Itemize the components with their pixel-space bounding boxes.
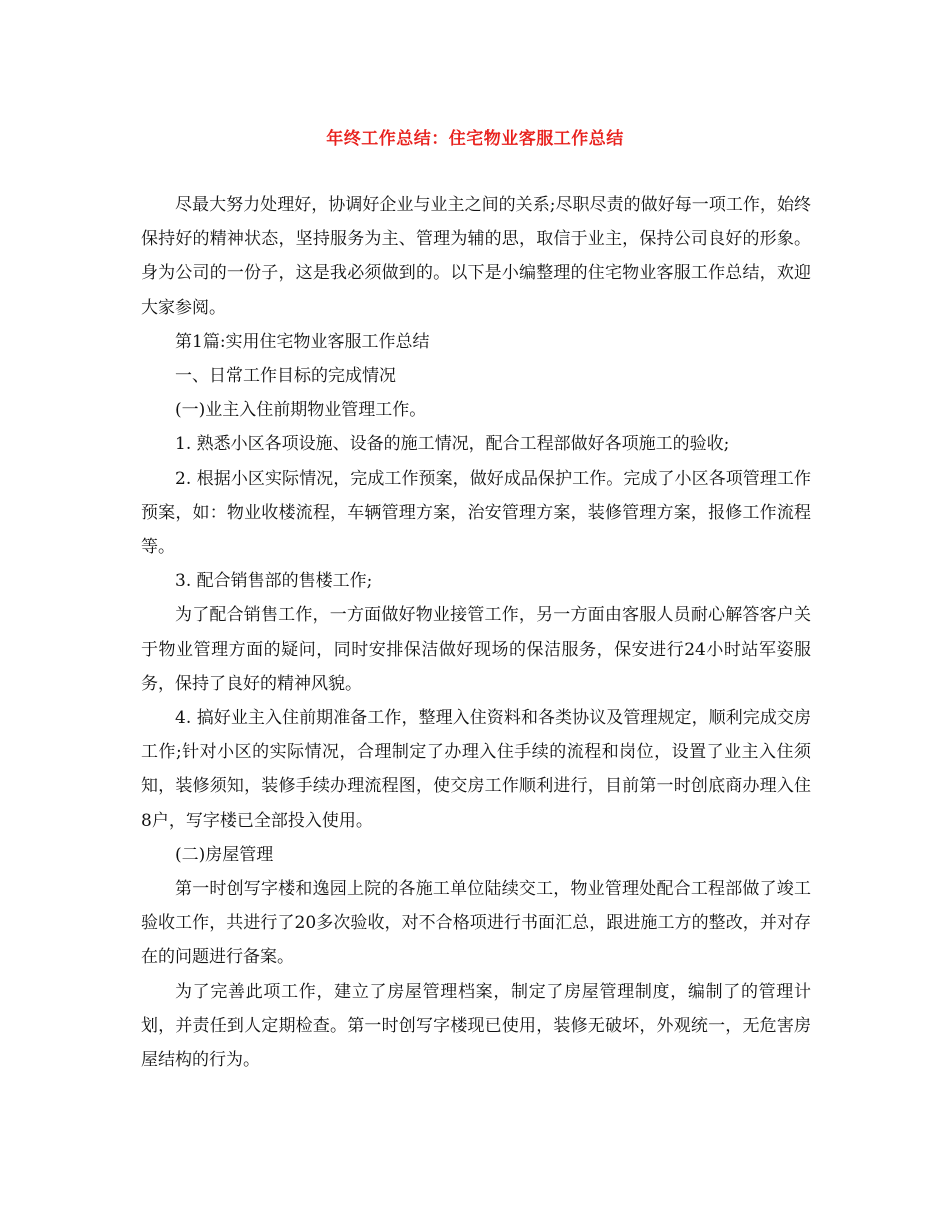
document-title: 年终工作总结：住宅物业客服工作总结 [326,129,624,149]
paragraph: 2. 根据小区实际情况，完成工作预案，做好成品保护工作。完成了小区各项管理工作预案，如：物业收楼流程，车辆管理方案，治安管理方案，装修管理方案，报修工作流程等。 [141,468,811,558]
paragraph: 第1篇:实用住宅物业客服工作总结 [175,331,430,352]
paragraph: 1. 熟悉小区各项设施、设备的施工情况，配合工程部做好各项施工的验收; [175,434,730,455]
document-body [141,188,811,1077]
paragraph: (一)业主入住前期物业管理工作。 [175,400,427,421]
paragraph: 第一时创写字楼和逸园上院的各施工单位陆续交工，物业管理处配合工程部做了竣工验收工作，共进行了20多次验收，对不合格项进行书面汇总，跟进施工方的整改，并对存在的问题进行备案。 [141,879,811,968]
paragraph: 4. 搞好业主入住前期准备工作，整理入住资料和各类协议及管理规定，顺利完成交房工作;针对小区的实际情况，合理制定了办理入住手续的流程和岗位，设置了业主入住须知，装修须知，装修手续办理流程图，使交房工作顺利进行，目前第一时创底商办理入住8户，写字楼已全部投入使用。 [141,708,811,831]
paragraph: 3. 配合销售部的售楼工作; [175,571,373,592]
paragraph: 一、日常工作目标的完成情况 [175,366,396,387]
paragraph: (二)房屋管理 [175,844,274,865]
paragraph: 为了配合销售工作，一方面做好物业接管工作，另一方面由客服人员耐心解答客户关于物业管理方面的疑问，同时安排保洁做好现场的保洁服务，保安进行24小时站军姿服务，保持了良好的精神风貌。 [141,605,811,694]
paragraph: 为了完善此项工作，建立了房屋管理档案，制定了房屋管理制度，编制了的管理计划，并责任到人定期检查。第一时创写字楼现已使用，装修无破坏，外观统一，无危害房屋结构的行为。 [141,981,811,1071]
paragraph: 尽最大努力处理好，协调好企业与业主之间的关系;尽职尽责的做好每一项工作，始终保持好的精神状态，坚持服务为主、管理为辅的思，取信于业主，保持公司良好的形象。身为公司的一份子，这是我必须做到的。以下是小编整理的住宅物业客服工作总结，欢迎大家参阅。 [141,195,811,318]
